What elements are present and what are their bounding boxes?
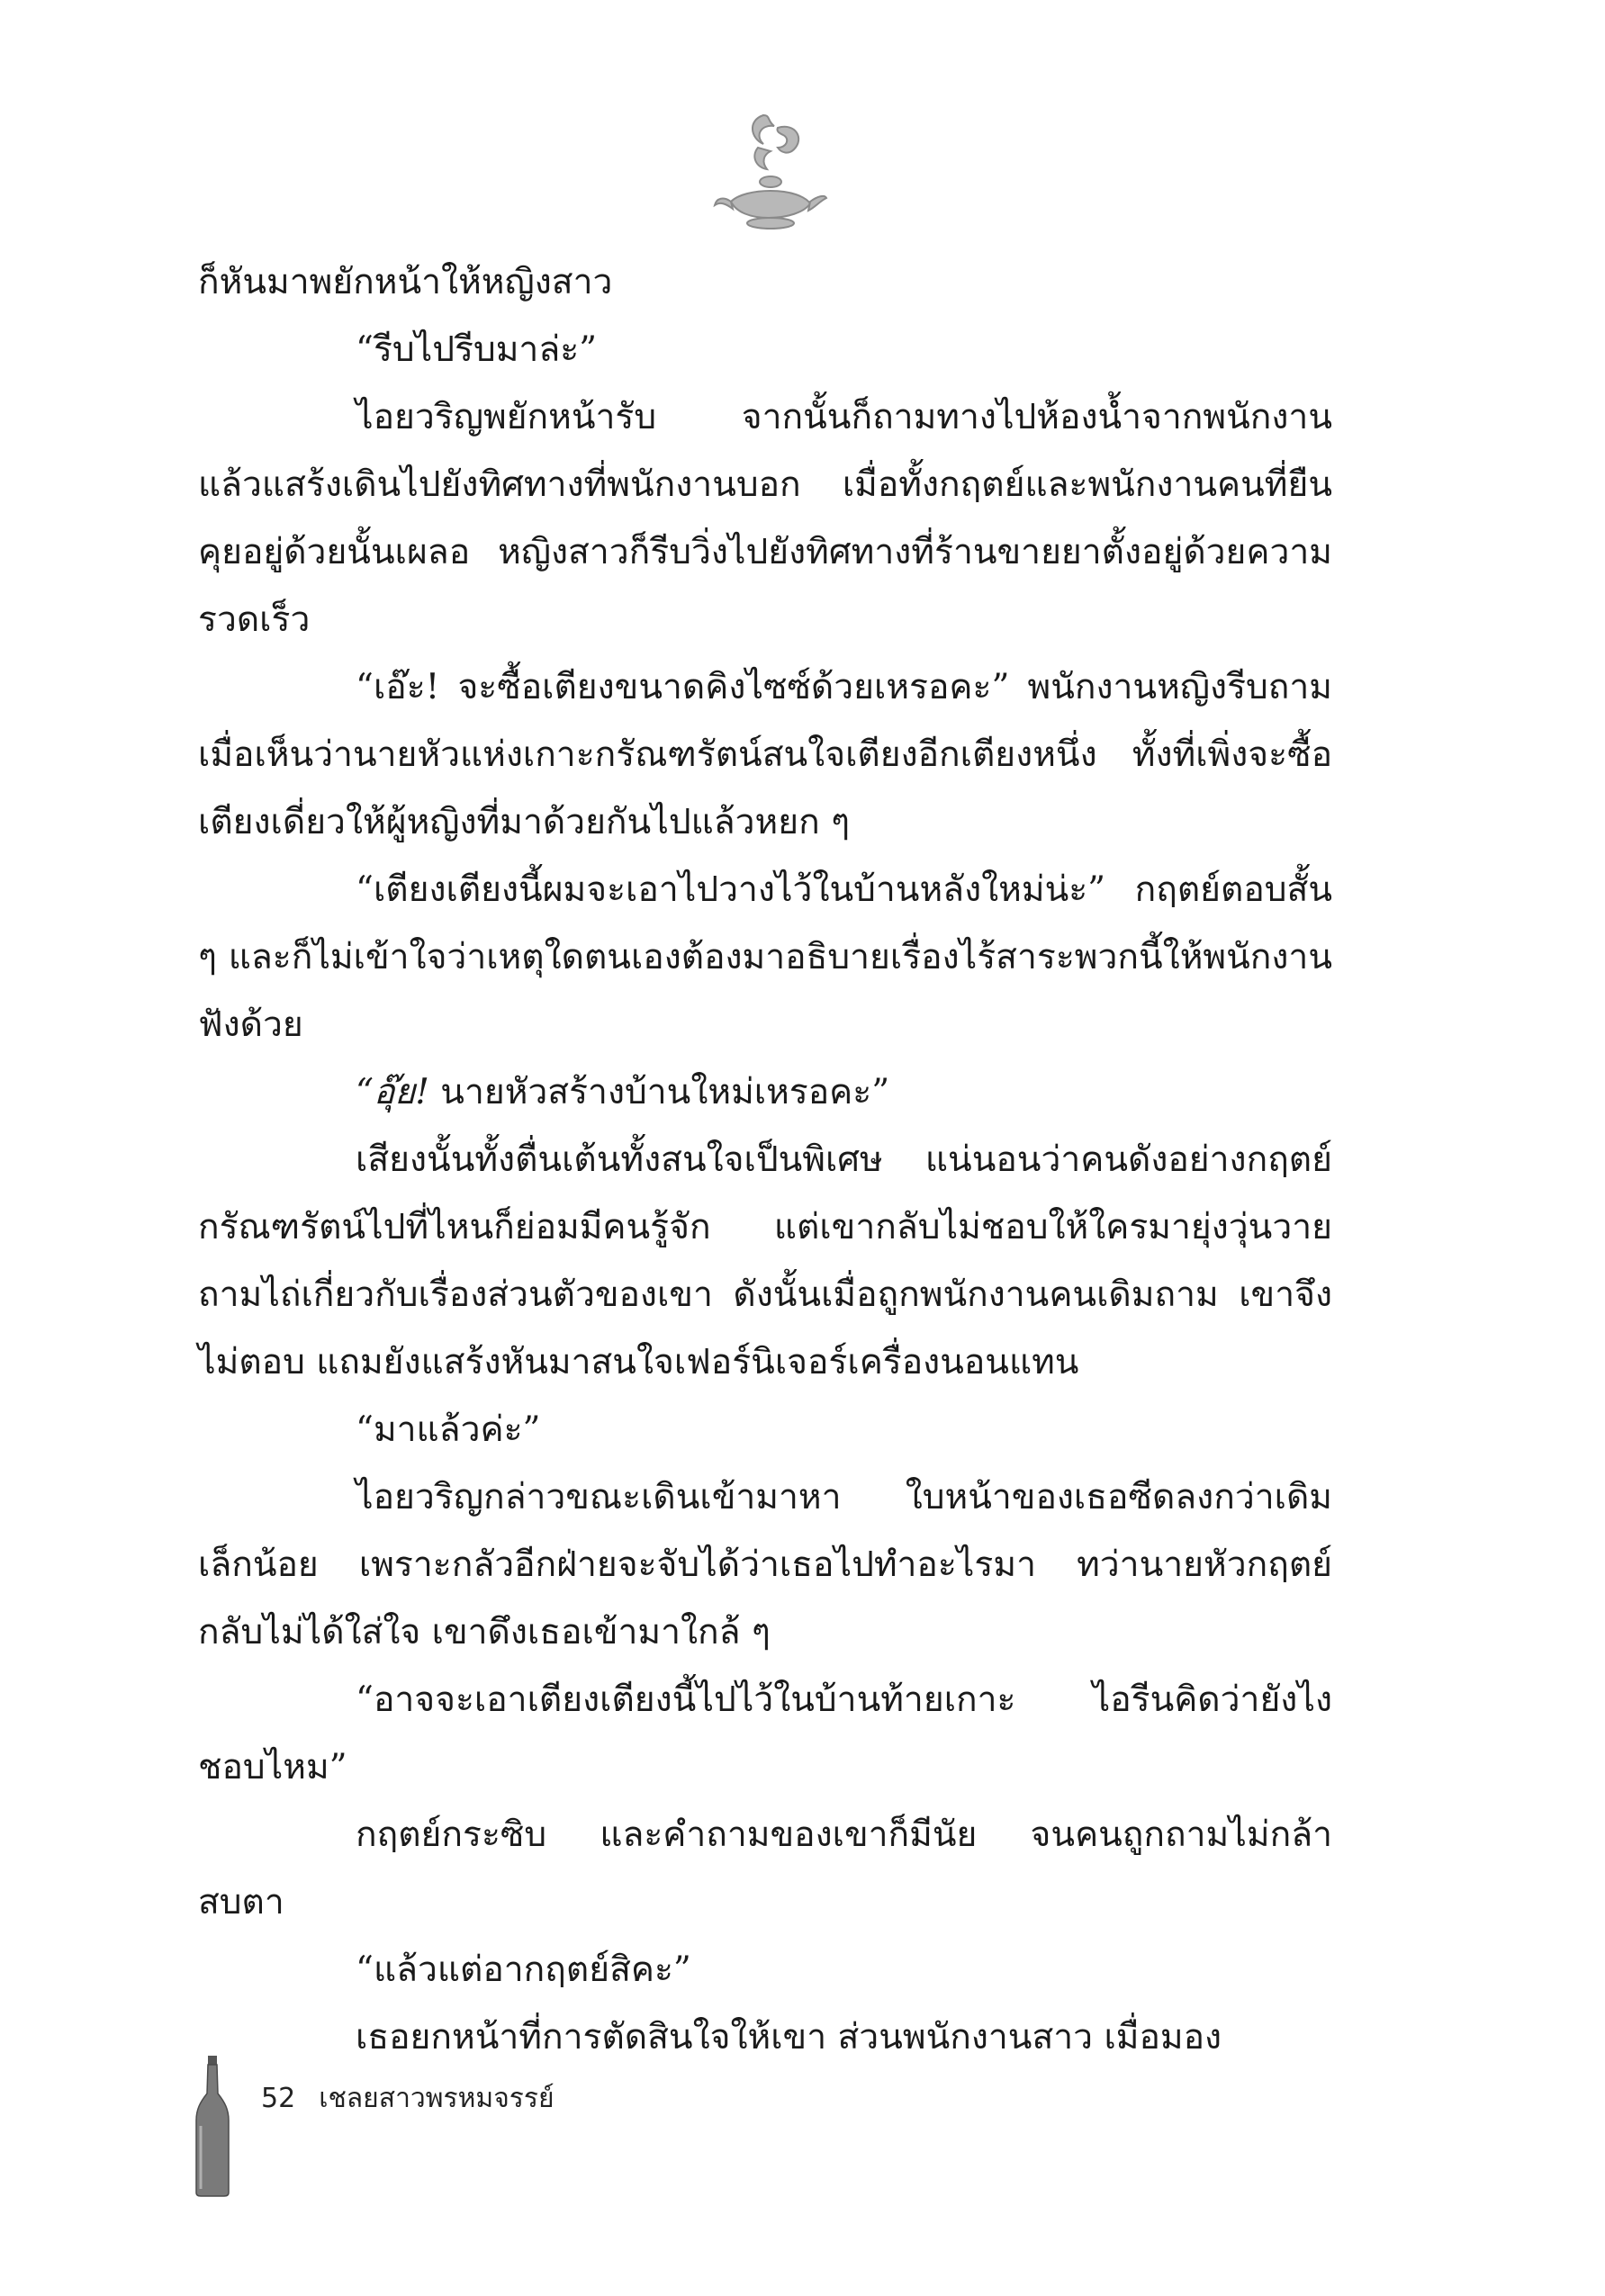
book-title: เชลยสาวพรหมจรรย์ — [319, 2083, 555, 2114]
bottle-icon — [194, 2054, 230, 2198]
genie-lamp-icon — [711, 108, 828, 243]
paragraph: กฤตย์กระซิบ และคำถามของเขาก็มีนัย จนคนถูกถามไม่กล้าสบตา — [198, 1814, 1332, 1922]
paragraph: ไอยวริญพยักหน้ารับ จากนั้นก็ถามทางไปห้องน้ำจากพนักงาน แล้วแสร้งเดินไปยังทิศทางที่พนักงานบอก เมื่อทั้งกฤตย์และพนักงานคนที่ยืนคุยอยู่ด้วยนั้นเผลอ หญิงสาวก็รีบวิ่งไปยังทิศทางที่ร้านขายยาตั้งอยู่ด้วยความรวดเร็ว — [198, 397, 1332, 640]
paragraph: “เตียงเตียงนี้ผมจะเอาไปวางไว้ในบ้านหลังใหม่น่ะ” กฤตย์ตอบสั้น ๆ และก็ไม่เข้าใจว่าเหตุใดตนเองต้องมาอธิบายเรื่องไร้สาระพวกนี้ให้พนักงานฟังด้วย — [198, 869, 1332, 1045]
paragraph: “เอ๊ะ! จะซื้อเตียงขนาดคิงไซซ์ด้วยเหรอคะ” พนักงานหญิงรีบถาม เมื่อเห็นว่านายหัวแห่งเกาะกรัณฑรัตน์สนใจเตียงอีกเตียงหนึ่ง ทั้งที่เพิ่งจะซื้อเตียงเดี่ยวให้ผู้หญิงที่มาด้วยกันไปแล้วหยก ๆ — [198, 667, 1332, 842]
paragraph: “แล้วแต่อากฤตย์สิคะ” — [356, 1949, 691, 1990]
paragraph: “รีบไปรีบมาล่ะ” — [356, 329, 598, 370]
paragraph-rest: นายหัวสร้างบ้านใหม่เหรอคะ” — [428, 1072, 890, 1112]
paragraph: เธอยกหน้าที่การตัดสินใจให้เขา ส่วนพนักงานสาว เมื่อมอง — [356, 2017, 1222, 2057]
paragraph: ไอยวริญกล่าวขณะเดินเข้ามาหา ใบหน้าของเธอซีดลงกว่าเดิมเล็กน้อย เพราะกลัวอีกฝ่ายจะจับได้ว่าเธอไปทำอะไรมา ทว่านายหัวกฤตย์กลับไม่ได้ใส่ใจ เขาดึงเธอเข้ามาใกล้ ๆ — [198, 1477, 1332, 1652]
italic-exclamation: “อุ๊ย! — [356, 1072, 429, 1112]
page-number: 52 — [261, 2083, 296, 2114]
text-body — [198, 248, 1332, 2084]
paragraph: “มาแล้วค่ะ” — [356, 1409, 541, 1450]
paragraph — [198, 1058, 1332, 1126]
paragraph: ก็หันมาพยักหน้าให้หญิงสาว — [198, 262, 613, 302]
paragraph: “อาจจะเอาเตียงเตียงนี้ไปไว้ในบ้านท้ายเกาะ ไอรีนคิดว่ายังไงชอบไหม” — [198, 1679, 1332, 1787]
page-footer — [261, 2077, 555, 2120]
paragraph: เสียงนั้นทั้งตื่นเต้นทั้งสนใจเป็นพิเศษ แน่นอนว่าคนดังอย่างกฤตย์ กรัณฑรัตน์ไปที่ไหนก็ย่อมมีคนรู้จัก แต่เขากลับไม่ชอบให้ใครมายุ่งวุ่นวายถามไถ่เกี่ยวกับเรื่องส่วนตัวของเขา ดังนั้นเมื่อถูกพนักงานคนเดิมถาม เขาจึงไม่ตอบ แถมยังแสร้งหันมาสนใจเฟอร์นิเจอร์เครื่องนอนแทน — [198, 1139, 1332, 1382]
